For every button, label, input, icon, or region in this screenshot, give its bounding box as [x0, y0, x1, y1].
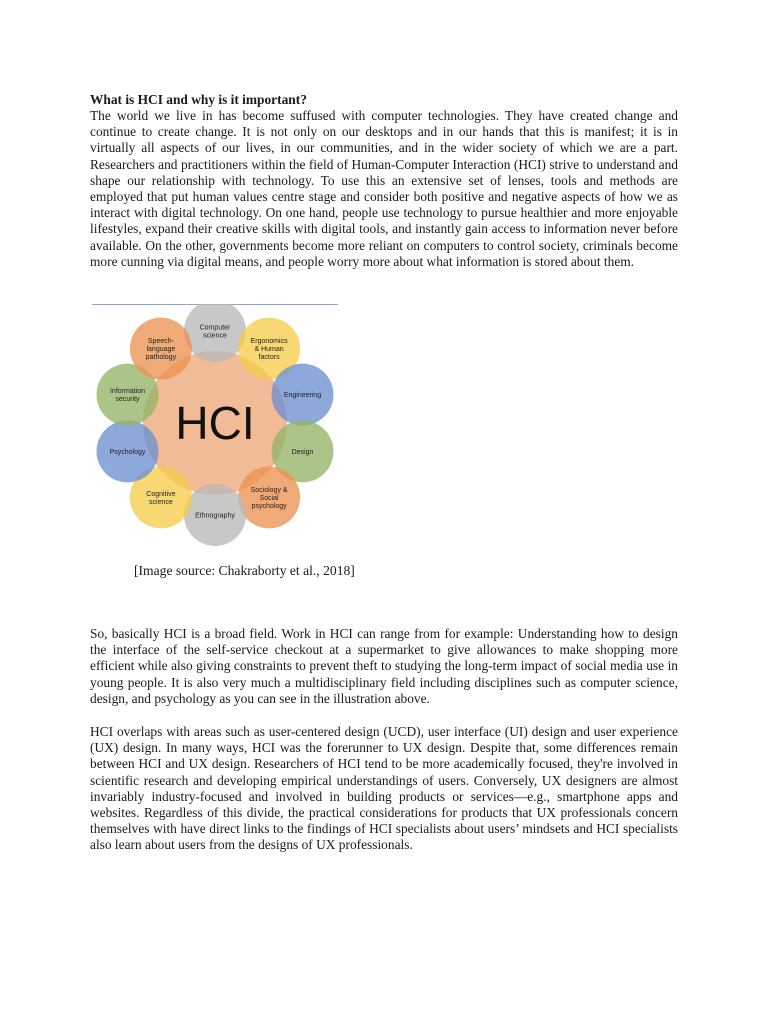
discipline-label: Engineering [283, 392, 322, 400]
discipline-label: Information security [109, 388, 146, 404]
intro-paragraph: The world we live in has become suffused with computer technologies. They have created change and continue to create change. It is not only on our desktops and in our hands that this is manifest; it is in virtually all aspects of our lives, in our communities, and in the wider society of which we are a part. Researchers and practitioners within the field of Human-Computer Interaction (HCI) strive to understand and shape our relationship with technology. To use this an extensive set of lenses, tools and methods are employed that put human values centre stage and consider both positive and negative aspects of how we as interact with digital technology. On one hand, people use technology to pursue healthier and more enjoyable lifestyles, expand their creative skills with digital tools, and instantly gain access to information never before available. On the other, governments become more reliant on computers to control society, criminals become more cunning via digital means, and people worry more about what information is stored about them. [90, 108, 678, 269]
broad-field-paragraph: So, basically HCI is a broad field. Work in HCI can range from for example: Understanding how to design the interface of the self-service checkout at a supermarket to give allowances to make shopping more efficient while also giving constraints to prevent theft to studying the long-term impact of social media use in young people. It is also very much a multidisciplinary field including disciplines such as computer science, design, and psychology as you can see in the illustration above. [90, 626, 678, 706]
hci-vs-ux-paragraph: HCI overlaps with areas such as user-centered design (UCD), user interface (UI) design and user experience (UX) design. In many ways, HCI was the forerunner to UX design. Despite that, some differences remain between HCI and UX design. Researchers of HCI tend to be more academically focused, they're involved in scientific research and developing empirical understandings of users. Conversely, UX designers are almost invariably industry-focused and involved in building products or services—e.g., smartphone apps and websites. Regardless of this divide, the practical considerations for products that UX professionals concern themselves with have direct links to the findings of HCI specialists about users’ mindsets and HCI specialists also learn about users from the designs of UX professionals. [90, 724, 678, 853]
discipline-label: Cognitive science [146, 490, 176, 506]
hci-disciplines-diagram [92, 304, 338, 548]
hci-center-label: HCI [175, 397, 255, 449]
image-source-caption: [Image source: Chakraborty et al., 2018] [134, 563, 355, 578]
discipline-label: Speech-language pathology [145, 338, 177, 362]
section-heading: What is HCI and why is it important? [90, 92, 307, 107]
discipline-label: Computer science [199, 324, 231, 340]
discipline-label: Psychology [109, 448, 146, 456]
discipline-label: Ethnography [195, 512, 235, 520]
discipline-label: Ergonomics & Human factors [250, 338, 288, 362]
discipline-label: Design [291, 448, 314, 456]
discipline-label: Sociology & Social psychology [250, 486, 288, 510]
hci-disciplines-figure [92, 304, 338, 548]
